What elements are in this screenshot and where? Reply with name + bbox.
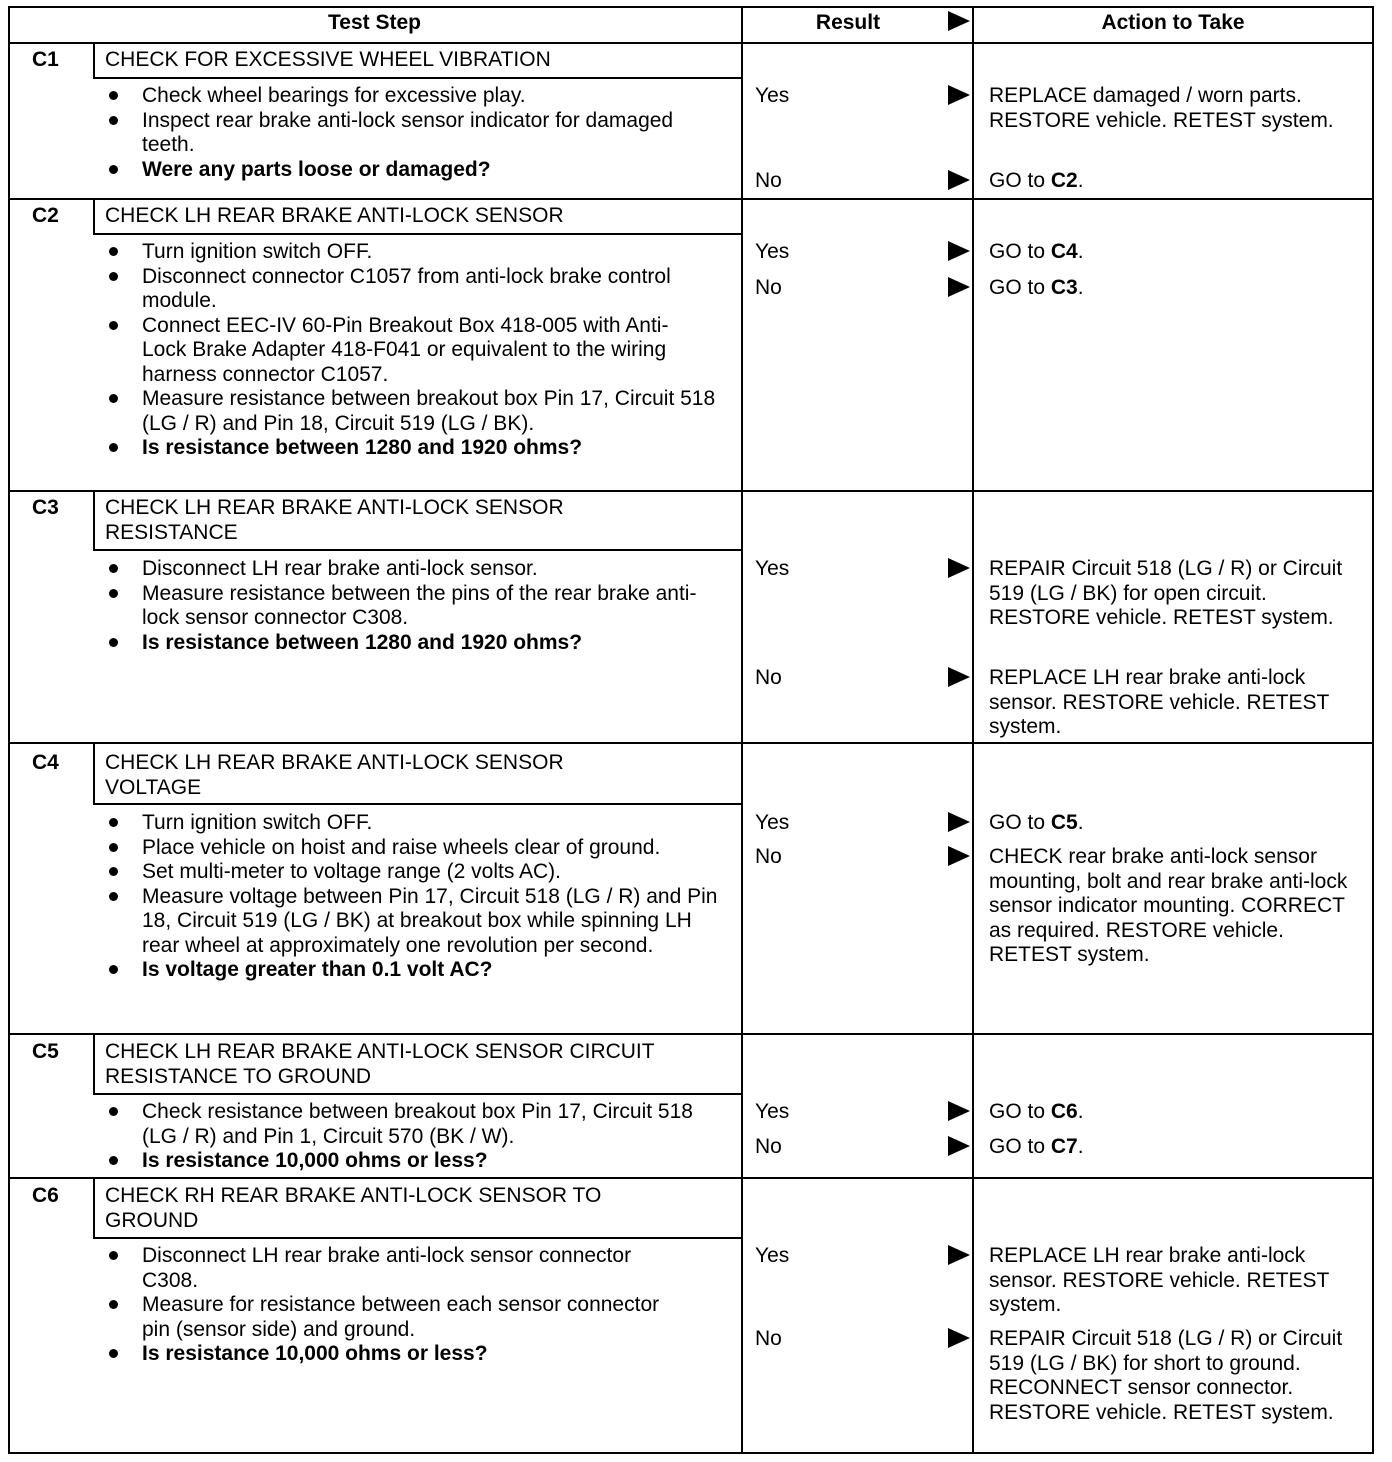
bullet-dot-icon xyxy=(109,91,118,100)
bullet-dot-icon xyxy=(109,965,118,974)
step-bullets-c4 xyxy=(100,811,725,983)
bullet-item: Check resistance between breakout box Pin 17, Circuit 518 (LG / R) and Pin 1, Circuit 570 (BK / W). xyxy=(100,1100,725,1149)
bullet-item: Measure for resistance between each sensor connector pin (sensor side) and ground. xyxy=(100,1293,682,1342)
arrow-icon xyxy=(948,241,970,261)
result-label-c4-yes: Yes xyxy=(755,811,790,834)
title-underline-c6 xyxy=(93,1237,743,1239)
bullet-question: Is voltage greater than 0.1 volt AC? xyxy=(100,958,725,983)
bullet-item: Inspect rear brake anti-lock sensor indicator for damaged teeth. xyxy=(100,109,725,158)
table-left-border xyxy=(8,6,10,1454)
bullet-question: Is resistance between 1280 and 1920 ohms? xyxy=(100,436,725,461)
bullet-dot-icon xyxy=(109,247,118,256)
action-column-divider xyxy=(972,6,974,1454)
step-title-c3: CHECK LH REAR BRAKE ANTI-LOCK SENSOR RESISTANCE xyxy=(105,496,564,544)
bullet-dot-icon xyxy=(109,272,118,281)
bullet-item: Measure resistance between breakout box Pin 17, Circuit 518 (LG / R) and Pin 18, Circuit 519 (LG / BK). xyxy=(100,387,725,436)
result-label-c1-no: No xyxy=(755,169,782,192)
bullet-dot-icon xyxy=(109,165,118,174)
bullet-dot-icon xyxy=(109,867,118,876)
bullet-question: Is resistance 10,000 ohms or less? xyxy=(100,1149,725,1174)
id-divider-c1 xyxy=(93,42,95,78)
action-c5-no: GO to C7. xyxy=(989,1135,1084,1158)
id-divider-c3 xyxy=(93,490,95,550)
step-title-c5: CHECK LH REAR BRAKE ANTI-LOCK SENSOR CIRCUIT RESISTANCE TO GROUND xyxy=(105,1040,655,1088)
table-right-border xyxy=(1372,6,1374,1454)
bullet-item: Set multi-meter to voltage range (2 volts AC). xyxy=(100,860,725,885)
step-title-c4: CHECK LH REAR BRAKE ANTI-LOCK SENSOR VOLTAGE xyxy=(105,751,564,799)
action-c4-yes: GO to C5. xyxy=(989,811,1084,834)
step-id-c2: C2 xyxy=(32,204,59,227)
arrow-icon xyxy=(948,277,970,297)
arrow-icon xyxy=(948,85,970,105)
result-label-c5-no: No xyxy=(755,1135,782,1158)
step-title-c2: CHECK LH REAR BRAKE ANTI-LOCK SENSOR xyxy=(105,204,564,227)
action-c4-no: CHECK rear brake anti-lock sensor mounting, bolt and rear brake anti-lock sensor indicator mounting. CORRECT as required. RESTORE vehicle. RETEST system. xyxy=(989,845,1348,966)
bullet-dot-icon xyxy=(109,1349,118,1358)
step-id-c5: C5 xyxy=(32,1040,59,1063)
id-divider-c2 xyxy=(93,198,95,234)
arrow-icon xyxy=(948,1136,970,1156)
bullet-dot-icon xyxy=(109,116,118,125)
arrow-icon xyxy=(948,1101,970,1121)
action-c6-yes: REPLACE LH rear brake anti-lock sensor. RESTORE vehicle. RETEST system. xyxy=(989,1244,1330,1316)
step-bullets-c1 xyxy=(100,84,725,182)
action-c2-yes: GO to C4. xyxy=(989,240,1084,263)
action-c1-no: GO to C2. xyxy=(989,169,1084,192)
action-c5-yes: GO to C6. xyxy=(989,1100,1084,1123)
arrow-icon xyxy=(948,1245,970,1265)
bullet-dot-icon xyxy=(109,638,118,647)
title-underline-c3 xyxy=(93,549,743,551)
bullet-question: Is resistance 10,000 ohms or less? xyxy=(100,1342,725,1367)
arrow-icon xyxy=(948,846,970,866)
result-label-c2-yes: Yes xyxy=(755,240,790,263)
step-id-c6: C6 xyxy=(32,1184,59,1207)
row-divider-c3 xyxy=(8,490,1374,492)
title-underline-c4 xyxy=(93,803,743,805)
arrow-icon xyxy=(948,558,970,578)
bullet-dot-icon xyxy=(109,321,118,330)
header-arrow-icon xyxy=(948,11,970,31)
header-test-step: Test Step xyxy=(328,11,421,34)
step-bullets-c5 xyxy=(100,1100,725,1174)
bullet-dot-icon xyxy=(109,843,118,852)
arrow-icon xyxy=(948,667,970,687)
row-divider-c5 xyxy=(8,1033,1374,1035)
bullet-dot-icon xyxy=(109,1156,118,1165)
bullet-dot-icon xyxy=(109,892,118,901)
id-divider-c4 xyxy=(93,742,95,804)
result-label-c2-no: No xyxy=(755,276,782,299)
row-divider-c6 xyxy=(8,1177,1374,1179)
row-divider-c4 xyxy=(8,742,1374,744)
action-c6-no: REPAIR Circuit 518 (LG / R) or Circuit 519 (LG / BK) for short to ground. RECONNECT sensor connector. RESTORE vehicle. RETEST system. xyxy=(989,1327,1343,1424)
action-c3-no: REPLACE LH rear brake anti-lock sensor. RESTORE vehicle. RETEST system. xyxy=(989,666,1330,738)
result-label-c1-yes: Yes xyxy=(755,84,790,107)
action-c3-yes: REPAIR Circuit 518 (LG / R) or Circuit 519 (LG / BK) for open circuit. RESTORE vehicle. RETEST system. xyxy=(989,557,1343,629)
bullet-question: Were any parts loose or damaged? xyxy=(100,158,725,183)
id-divider-c5 xyxy=(93,1033,95,1094)
header-action: Action to Take xyxy=(1101,11,1245,34)
table-bottom-border xyxy=(8,1452,1374,1454)
bullet-dot-icon xyxy=(109,1300,118,1309)
bullet-item: Disconnect LH rear brake anti-lock sensor. xyxy=(100,557,725,582)
title-underline-c5 xyxy=(93,1093,743,1095)
step-title-c1: CHECK FOR EXCESSIVE WHEEL VIBRATION xyxy=(105,48,551,71)
row-divider-c2 xyxy=(8,198,1374,200)
bullet-dot-icon xyxy=(109,564,118,573)
result-label-c3-yes: Yes xyxy=(755,557,790,580)
bullet-item: Disconnect connector C1057 from anti-lock brake control module. xyxy=(100,265,725,314)
bullet-dot-icon xyxy=(109,1251,118,1260)
bullet-question: Is resistance between 1280 and 1920 ohms? xyxy=(100,631,725,656)
bullet-item: Connect EEC-IV 60-Pin Breakout Box 418-005 with Anti-Lock Brake Adapter 418-F041 or equivalent to the wiring harness connector C1057. xyxy=(100,314,682,388)
result-label-c4-no: No xyxy=(755,845,782,868)
bullet-item: Measure resistance between the pins of the rear brake anti-lock sensor connector C308. xyxy=(100,582,725,631)
bullet-item: Place vehicle on hoist and raise wheels clear of ground. xyxy=(100,836,725,861)
bullet-dot-icon xyxy=(109,443,118,452)
bullet-dot-icon xyxy=(109,1107,118,1116)
arrow-icon xyxy=(948,812,970,832)
title-underline-c2 xyxy=(93,233,743,235)
bullet-item: Check wheel bearings for excessive play. xyxy=(100,84,725,109)
step-id-c3: C3 xyxy=(32,496,59,519)
arrow-icon xyxy=(948,170,970,190)
action-c1-yes: REPLACE damaged / worn parts. RESTORE vehicle. RETEST system. xyxy=(989,84,1334,132)
arrow-icon xyxy=(948,1328,970,1348)
result-label-c5-yes: Yes xyxy=(755,1100,790,1123)
step-bullets-c6 xyxy=(100,1244,725,1367)
bullet-item: Measure voltage between Pin 17, Circuit 518 (LG / R) and Pin 18, Circuit 519 (LG / BK) at breakout box while spinning LH rear wheel at approximately one revolution per second. xyxy=(100,885,725,959)
step-id-c4: C4 xyxy=(32,751,59,774)
bullet-item: Disconnect LH rear brake anti-lock sensor connector C308. xyxy=(100,1244,662,1293)
bullet-dot-icon xyxy=(109,589,118,598)
step-title-c6: CHECK RH REAR BRAKE ANTI-LOCK SENSOR TO GROUND xyxy=(105,1184,602,1232)
bullet-dot-icon xyxy=(109,818,118,827)
step-id-c1: C1 xyxy=(32,48,59,71)
table-top-border xyxy=(8,6,1374,8)
bullet-dot-icon xyxy=(109,394,118,403)
bullet-item: Turn ignition switch OFF. xyxy=(100,240,725,265)
header-bottom-border xyxy=(8,42,1374,44)
result-label-c3-no: No xyxy=(755,666,782,689)
step-bullets-c3 xyxy=(100,557,725,655)
result-label-c6-yes: Yes xyxy=(755,1244,790,1267)
action-c2-no: GO to C3. xyxy=(989,276,1084,299)
title-underline-c1 xyxy=(93,77,743,79)
step-bullets-c2 xyxy=(100,240,725,461)
header-result: Result xyxy=(815,11,881,34)
result-label-c6-no: No xyxy=(755,1327,782,1350)
bullet-item: Turn ignition switch OFF. xyxy=(100,811,725,836)
id-divider-c6 xyxy=(93,1177,95,1238)
